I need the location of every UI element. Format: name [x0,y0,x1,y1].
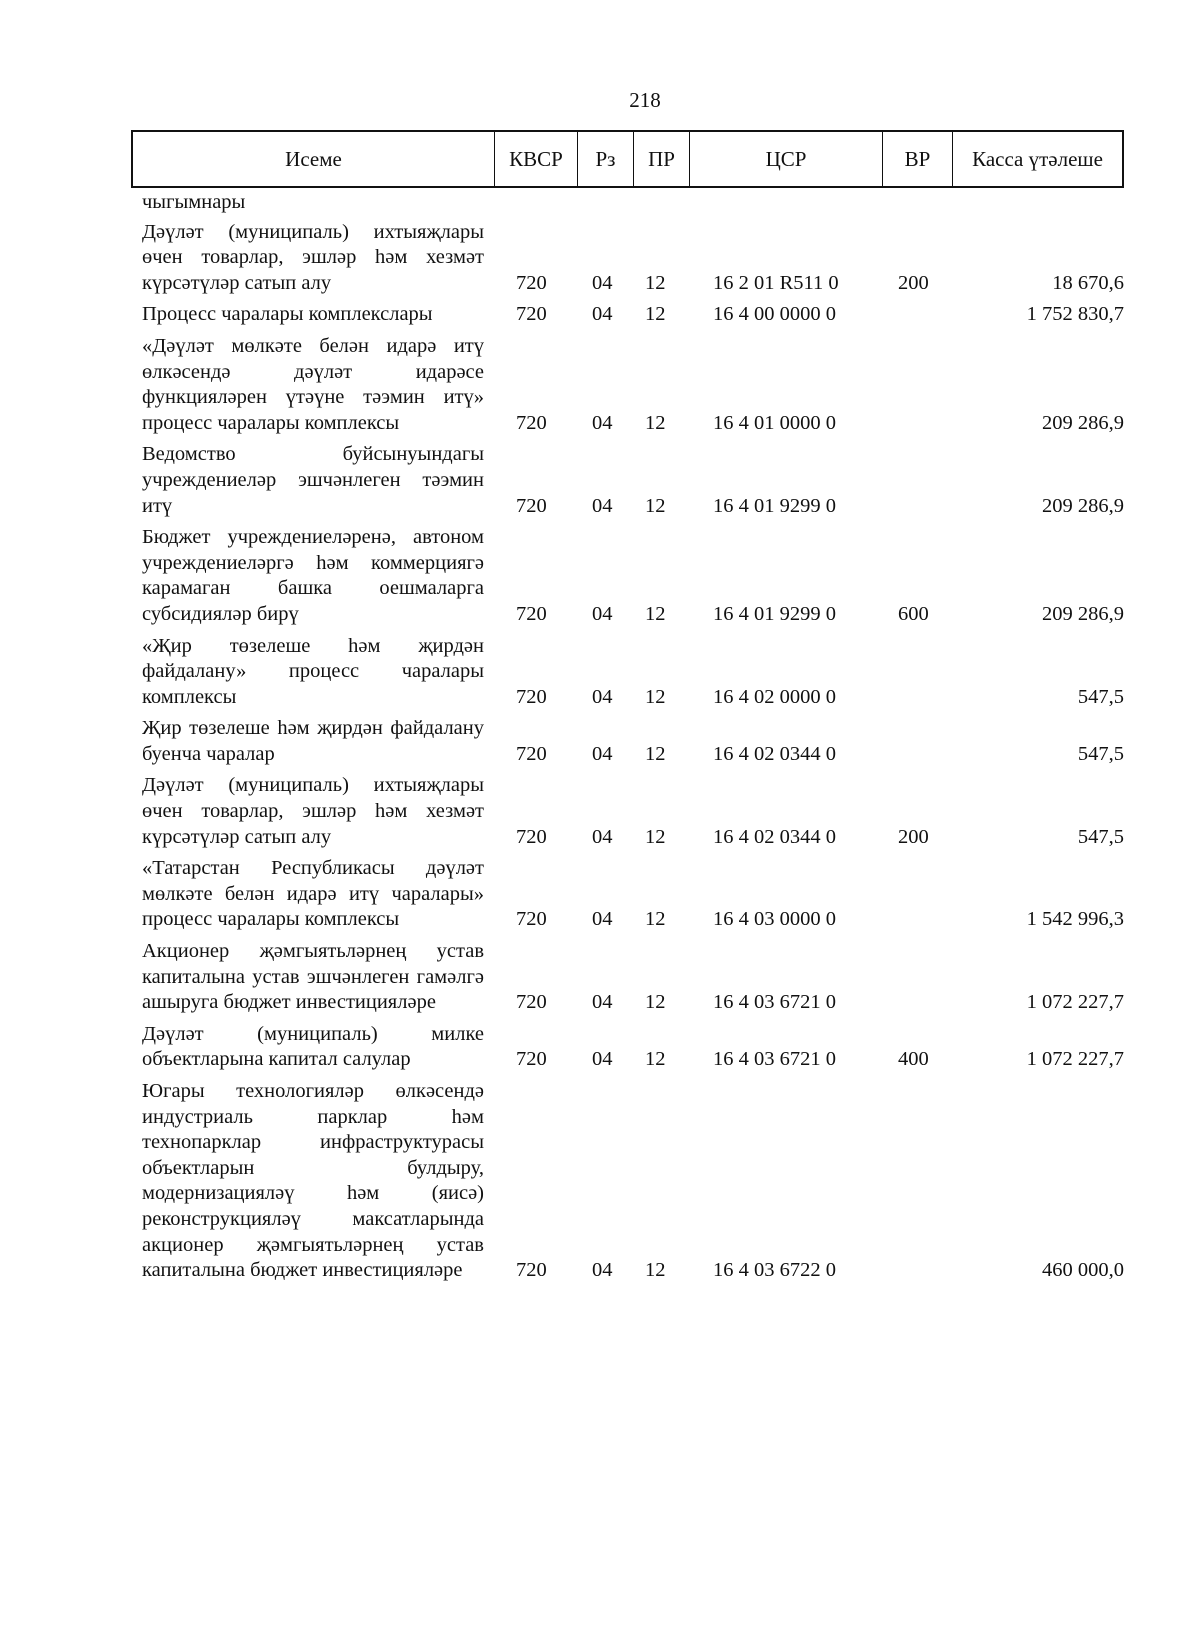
row-kvsr: 720 [516,825,547,848]
row-rz: 04 [592,685,613,708]
row-rz: 04 [592,1259,613,1282]
table-row [142,525,1122,627]
row-rz: 04 [592,908,613,931]
row-csr: 16 4 01 9299 0 [713,602,836,625]
row-name: «Җир төзелеше һәм җирдән файдалану» процесс чаралары комплексы [142,634,484,708]
row-name: Югары технологияләр өлкәсендә индустриаль парклар һәм технопарклар инфраструктурасы объектларын булдыру, модернизацияләү һәм (яисә) реконструкцияләү максатларында акционер җәмгыятьләрнең устав капиталына бюджет инвестицияләре [142,1080,484,1282]
row-name: Дәүләт (муниципаль) милке объектларына капитал салулар [142,1022,484,1071]
row-sum: 547,5 [1077,742,1124,765]
row-pr: 12 [645,271,666,294]
table-row [142,220,1122,297]
row-sum: 18 670,6 [1052,271,1124,294]
table-row [142,334,1122,436]
row-pr: 12 [645,303,666,326]
row-kvsr: 720 [516,991,547,1014]
row-pr: 12 [645,602,666,625]
row-rz: 04 [592,1048,613,1071]
row-kvsr: 720 [516,602,547,625]
row-sum: 547,5 [1077,685,1124,708]
table-row [142,939,1122,1016]
row-sum: 460 000,0 [1042,1259,1124,1282]
row-kvsr: 720 [516,742,547,765]
row-sum: 1 072 227,7 [1026,991,1124,1014]
row-pr: 12 [645,742,666,765]
row-csr: 16 4 03 6721 0 [713,1048,836,1071]
row-vr: 400 [898,1048,929,1071]
row-rz: 04 [592,742,613,765]
row-name: чыгымнары [142,191,246,213]
table-row [142,302,1122,328]
table-row [142,1022,1122,1073]
row-pr: 12 [645,908,666,931]
table-row [142,1079,1122,1284]
table-row [142,716,1122,767]
row-rz: 04 [592,991,613,1014]
row-name: Җир төзелеше һәм җирдән файдалану буенча чаралар [142,717,484,765]
row-pr: 12 [645,991,666,1014]
page-number: 218 [629,88,661,112]
row-kvsr: 720 [516,411,547,434]
row-kvsr: 720 [516,271,547,294]
table-row [142,190,1122,216]
header-sum: Касса үтәлеше [972,147,1103,171]
row-sum: 1 752 830,7 [1026,303,1124,326]
table-row [142,773,1122,850]
header-pr: ПР [634,132,690,186]
row-rz: 04 [592,271,613,294]
row-kvsr: 720 [516,908,547,931]
row-name: Процесс чаралары комплекслары [142,303,433,326]
row-kvsr: 720 [516,1259,547,1282]
row-sum: 209 286,9 [1042,602,1124,625]
row-pr: 12 [645,1259,666,1282]
row-rz: 04 [592,494,613,517]
row-name: «Татарстан Республикасы дәүләт мөлкәте белән идарә итү чаралары» процесс чаралары комплексы [142,857,484,931]
row-csr: 16 4 03 6722 0 [713,1259,836,1282]
row-name: Ведомство буйсынуындагы учреждениеләр эшчәнлеген тәэмин итү [142,443,484,517]
header-vr: ВР [883,132,953,186]
row-csr: 16 4 01 0000 0 [713,411,836,434]
row-vr: 600 [898,602,929,625]
row-csr: 16 4 00 0000 0 [713,303,836,326]
row-csr: 16 2 01 R511 0 [713,271,839,294]
table-body [142,190,1122,1290]
header-kvsr: КВСР [495,132,578,186]
row-pr: 12 [645,825,666,848]
row-pr: 12 [645,685,666,708]
row-kvsr: 720 [516,303,547,326]
row-sum: 547,5 [1077,825,1124,848]
row-kvsr: 720 [516,685,547,708]
row-rz: 04 [592,303,613,326]
row-csr: 16 4 03 6721 0 [713,991,836,1014]
row-kvsr: 720 [516,1048,547,1071]
row-csr: 16 4 02 0344 0 [713,825,836,848]
row-pr: 12 [645,411,666,434]
row-name: Дәүләт (муниципаль) ихтыяҗлары өчен товарлар, эшләр һәм хезмәт күрсәтүләр сатып алу [142,220,484,294]
row-vr: 200 [898,271,929,294]
row-sum: 1 542 996,3 [1026,908,1124,931]
row-name: Дәүләт (муниципаль) ихтыяҗлары өчен товарлар, эшләр һәм хезмәт күрсәтүләр сатып алу [142,774,484,848]
table-header [131,130,1124,188]
row-csr: 16 4 01 9299 0 [713,494,836,517]
row-sum: 209 286,9 [1042,494,1124,517]
table-row [142,634,1122,711]
row-kvsr: 720 [516,494,547,517]
header-csr: ЦСР [690,132,883,186]
row-rz: 04 [592,411,613,434]
table-row [142,856,1122,933]
header-rz: Рз [578,132,634,186]
row-csr: 16 4 02 0344 0 [713,742,836,765]
row-sum: 1 072 227,7 [1026,1048,1124,1071]
row-vr: 200 [898,825,929,848]
row-rz: 04 [592,602,613,625]
row-rz: 04 [592,825,613,848]
row-pr: 12 [645,494,666,517]
row-name: «Дәүләт мөлкәте белән идарә итү өлкәсендә дәүләт идарәсе функцияләрен үтәүне тәэмин итү» процесс чаралары комплексы [142,334,484,434]
row-pr: 12 [645,1048,666,1071]
row-csr: 16 4 03 0000 0 [713,908,836,931]
table-row [142,442,1122,519]
row-csr: 16 4 02 0000 0 [713,685,836,708]
row-name: Акционер җәмгыятьләрнең устав капиталына устав эшчәнлеген гамәлгә ашыруга бюджет инвестицияләре [142,940,484,1014]
header-name: Исеме [133,132,495,186]
row-sum: 209 286,9 [1042,411,1124,434]
row-name: Бюджет учреждениеләренә, автоном учреждениеләргә һәм коммерциягә карамаган башка оешмаларга субсидияләр бирү [142,526,484,625]
